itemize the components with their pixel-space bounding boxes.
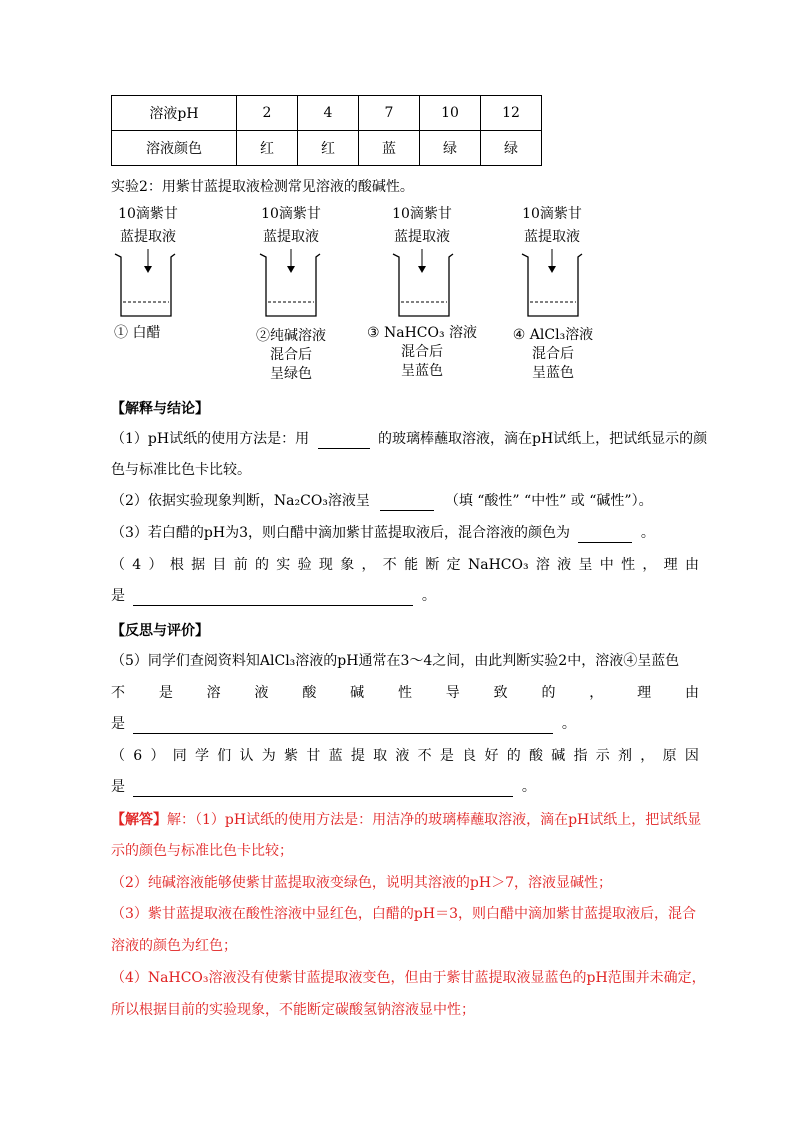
char: 根	[169, 557, 184, 573]
table-cell: 红	[237, 131, 298, 166]
answer-tag: 【解答】	[111, 812, 167, 828]
char: 由	[684, 685, 699, 701]
char: 酸	[302, 685, 317, 701]
caption-line: 混合后	[532, 346, 574, 362]
char: 溶	[535, 557, 550, 573]
caption-line: 呈蓝色	[401, 363, 443, 379]
char: ）	[148, 557, 163, 573]
char: 们	[217, 748, 232, 764]
char: 原	[662, 748, 677, 764]
answer-1-cont: 示的颜色与标准比色卡比较；	[111, 843, 293, 859]
char: 前	[233, 557, 248, 573]
answer-text: 解：（1）pH试纸的使用方法是：用洁净的玻璃棒蘸取溶液，滴在pH试纸上，把试纸显	[167, 812, 702, 828]
char: ，	[361, 557, 376, 573]
beaker-label-line2: 蓝提取液	[120, 229, 176, 245]
beaker-label-line2: 蓝提取液	[394, 229, 450, 245]
char: 取	[373, 748, 388, 764]
beaker-label-line1: 10滴紫甘	[118, 206, 178, 222]
question-2	[111, 491, 653, 511]
char: 现	[318, 557, 333, 573]
beaker-icon	[93, 249, 203, 321]
char: 呈	[578, 557, 593, 573]
question-1	[111, 429, 707, 449]
question-text: 。	[521, 779, 536, 795]
question-5-answer-line	[111, 714, 576, 734]
char: ，	[642, 557, 657, 573]
beaker-caption	[488, 326, 618, 383]
char: 同	[172, 748, 187, 764]
char: 定	[446, 557, 461, 573]
beaker-alcl3-solution	[497, 203, 607, 321]
question-6-answer-line	[111, 777, 536, 797]
char: 导	[445, 685, 460, 701]
char: 验	[297, 557, 312, 573]
char: 良	[462, 748, 477, 764]
char: 性	[621, 557, 636, 573]
beaker-nahco3-solution	[367, 203, 477, 321]
question-text: （3）若白醋的pH为3，则白醋中滴加紫甘蓝提取液后，混合溶液的颜色为	[111, 525, 570, 541]
char: 因	[684, 748, 699, 764]
question-text: 。	[421, 588, 436, 604]
caption-line: 混合后	[270, 347, 312, 363]
table-cell: 10	[420, 96, 481, 131]
char: 剂	[618, 748, 633, 764]
beaker-caption	[357, 324, 487, 381]
caption-line: 混合后	[401, 344, 443, 360]
question-text: 。	[640, 525, 655, 541]
beaker-caption: ① 白醋	[114, 325, 161, 341]
beaker-icon	[236, 249, 346, 321]
answer-blank[interactable]	[578, 528, 632, 543]
char: （	[111, 557, 125, 573]
table-cell: 蓝	[359, 131, 420, 166]
char: 4	[132, 557, 142, 573]
char: ，	[589, 685, 604, 701]
table-cell: 2	[237, 96, 298, 131]
char: 甘	[306, 748, 321, 764]
question-4	[111, 555, 699, 575]
answer-3-cont: 溶液的颜色为红色；	[111, 938, 237, 954]
char: 液	[557, 557, 572, 573]
char: 认	[239, 748, 254, 764]
char: 据	[191, 557, 206, 573]
char: ，	[640, 748, 655, 764]
char: 断	[425, 557, 440, 573]
beaker-icon	[367, 249, 477, 321]
beaker-label-line1: 10滴紫甘	[522, 206, 582, 222]
char: （	[111, 748, 125, 764]
question-text: （1）pH试纸的使用方法是：用	[111, 431, 310, 447]
beaker-soda-solution	[236, 203, 346, 321]
char: 中	[599, 557, 614, 573]
char: 目	[212, 557, 227, 573]
beaker-white-vinegar	[93, 203, 203, 321]
beaker-caption	[236, 327, 346, 384]
char: 提	[350, 748, 365, 764]
char: 致	[493, 685, 508, 701]
beaker-icon	[497, 249, 607, 321]
question-text: （2）依据实验现象判断，Na₂CO₃溶液呈	[111, 493, 370, 509]
question-text: 是	[111, 779, 125, 795]
caption-line: 呈绿色	[270, 366, 312, 382]
char: 不	[417, 748, 432, 764]
table-cell: 4	[298, 96, 359, 131]
answer-3: （3）紫甘蓝提取液在酸性溶液中显红色，白醋的pH＝3，则白醋中滴加紫甘蓝提取液后，混合	[111, 906, 696, 922]
beaker-label-line2: 蓝提取液	[524, 229, 580, 245]
caption-line: ②纯碱溶液	[256, 328, 326, 344]
table-cell: 溶液颜色	[112, 131, 237, 166]
question-6	[111, 746, 699, 766]
char: 6	[133, 748, 143, 764]
char: 学	[194, 748, 209, 764]
char: 象	[340, 557, 355, 573]
char: 好	[484, 748, 499, 764]
table-cell: 红	[298, 131, 359, 166]
answer-1	[111, 810, 701, 830]
table-cell: 绿	[481, 131, 542, 166]
question-text: 。	[561, 716, 576, 732]
answer-blank[interactable]	[133, 782, 513, 797]
char: 示	[595, 748, 610, 764]
beaker-label-line1: 10滴紫甘	[392, 206, 452, 222]
char: 的	[541, 685, 556, 701]
char: 酸	[528, 748, 543, 764]
question-5-cont	[111, 683, 699, 703]
section-heading-reflection: 【反思与评价】	[111, 623, 209, 639]
answer-4: （4）NaHCO₃溶液没有使紫甘蓝提取液变色，但由于紫甘蓝提取液显蓝色的pH范围并未确定，	[111, 970, 706, 986]
ph-color-table	[111, 95, 542, 166]
char: 指	[573, 748, 588, 764]
question-5: （5）同学们查阅资料知AlCl₃溶液的pH通常在3～4之间，由此判断实验2中，溶液④呈蓝色	[111, 653, 680, 669]
char: 液	[395, 748, 410, 764]
beaker-label-line2: 蓝提取液	[263, 229, 319, 245]
char: 的	[255, 557, 269, 573]
char: 液	[254, 685, 269, 701]
char: 能	[404, 557, 419, 573]
beaker-label-line1: 10滴紫甘	[261, 206, 321, 222]
answer-blank[interactable]	[133, 591, 413, 606]
char: 的	[506, 748, 521, 764]
char: NaHCO₃	[467, 557, 529, 573]
answer-2: （2）纯碱溶液能够使紫甘蓝提取液变绿色，说明其溶液的pH＞7，溶液显碱性；	[111, 875, 612, 891]
char: 性	[397, 685, 412, 701]
question-text: 是	[111, 716, 125, 732]
char: 不	[382, 557, 397, 573]
table-cell: 绿	[420, 131, 481, 166]
answer-blank[interactable]	[380, 496, 434, 511]
experiment2-title: 实验2：用紫甘蓝提取液检测常见溶液的酸碱性。	[111, 179, 414, 195]
table-cell: 溶液pH	[112, 96, 237, 131]
char: 由	[684, 557, 699, 573]
caption-line: 呈蓝色	[532, 365, 574, 381]
char: 碱	[551, 748, 566, 764]
char: ）	[150, 748, 165, 764]
table-row	[112, 131, 542, 166]
caption-line: ④ AlCl₃溶液	[512, 327, 594, 343]
char: 实	[276, 557, 291, 573]
char: 紫	[284, 748, 299, 764]
question-3	[111, 523, 655, 543]
question-text: 是	[111, 588, 125, 604]
question-text: 的玻璃棒蘸取溶液，滴在pH试纸上，把试纸显示的颜	[377, 431, 708, 447]
char: 不	[111, 685, 125, 701]
char: 为	[261, 748, 276, 764]
table-row	[112, 96, 542, 131]
table-cell: 12	[481, 96, 542, 131]
caption-line: ③ NaHCO₃ 溶液	[366, 325, 478, 341]
char: 碱	[350, 685, 365, 701]
char: 溶	[206, 685, 221, 701]
answer-blank[interactable]	[318, 434, 370, 449]
char: 理	[637, 685, 652, 701]
question-text: （填 “酸性” “中性” 或 “碱性”）。	[444, 493, 653, 509]
char: 是	[158, 685, 173, 701]
char: 蓝	[328, 748, 343, 764]
question-4-cont	[111, 586, 436, 606]
char: 是	[439, 748, 454, 764]
answer-blank[interactable]	[133, 719, 553, 734]
question-1-cont: 色与标准比色卡比较。	[111, 462, 251, 478]
section-heading-conclusion: 【解释与结论】	[111, 401, 209, 417]
table-cell: 7	[359, 96, 420, 131]
char: 理	[663, 557, 678, 573]
answer-4-cont: 所以根据目前的实验现象，不能断定碳酸氢钠溶液显中性；	[111, 1002, 475, 1018]
